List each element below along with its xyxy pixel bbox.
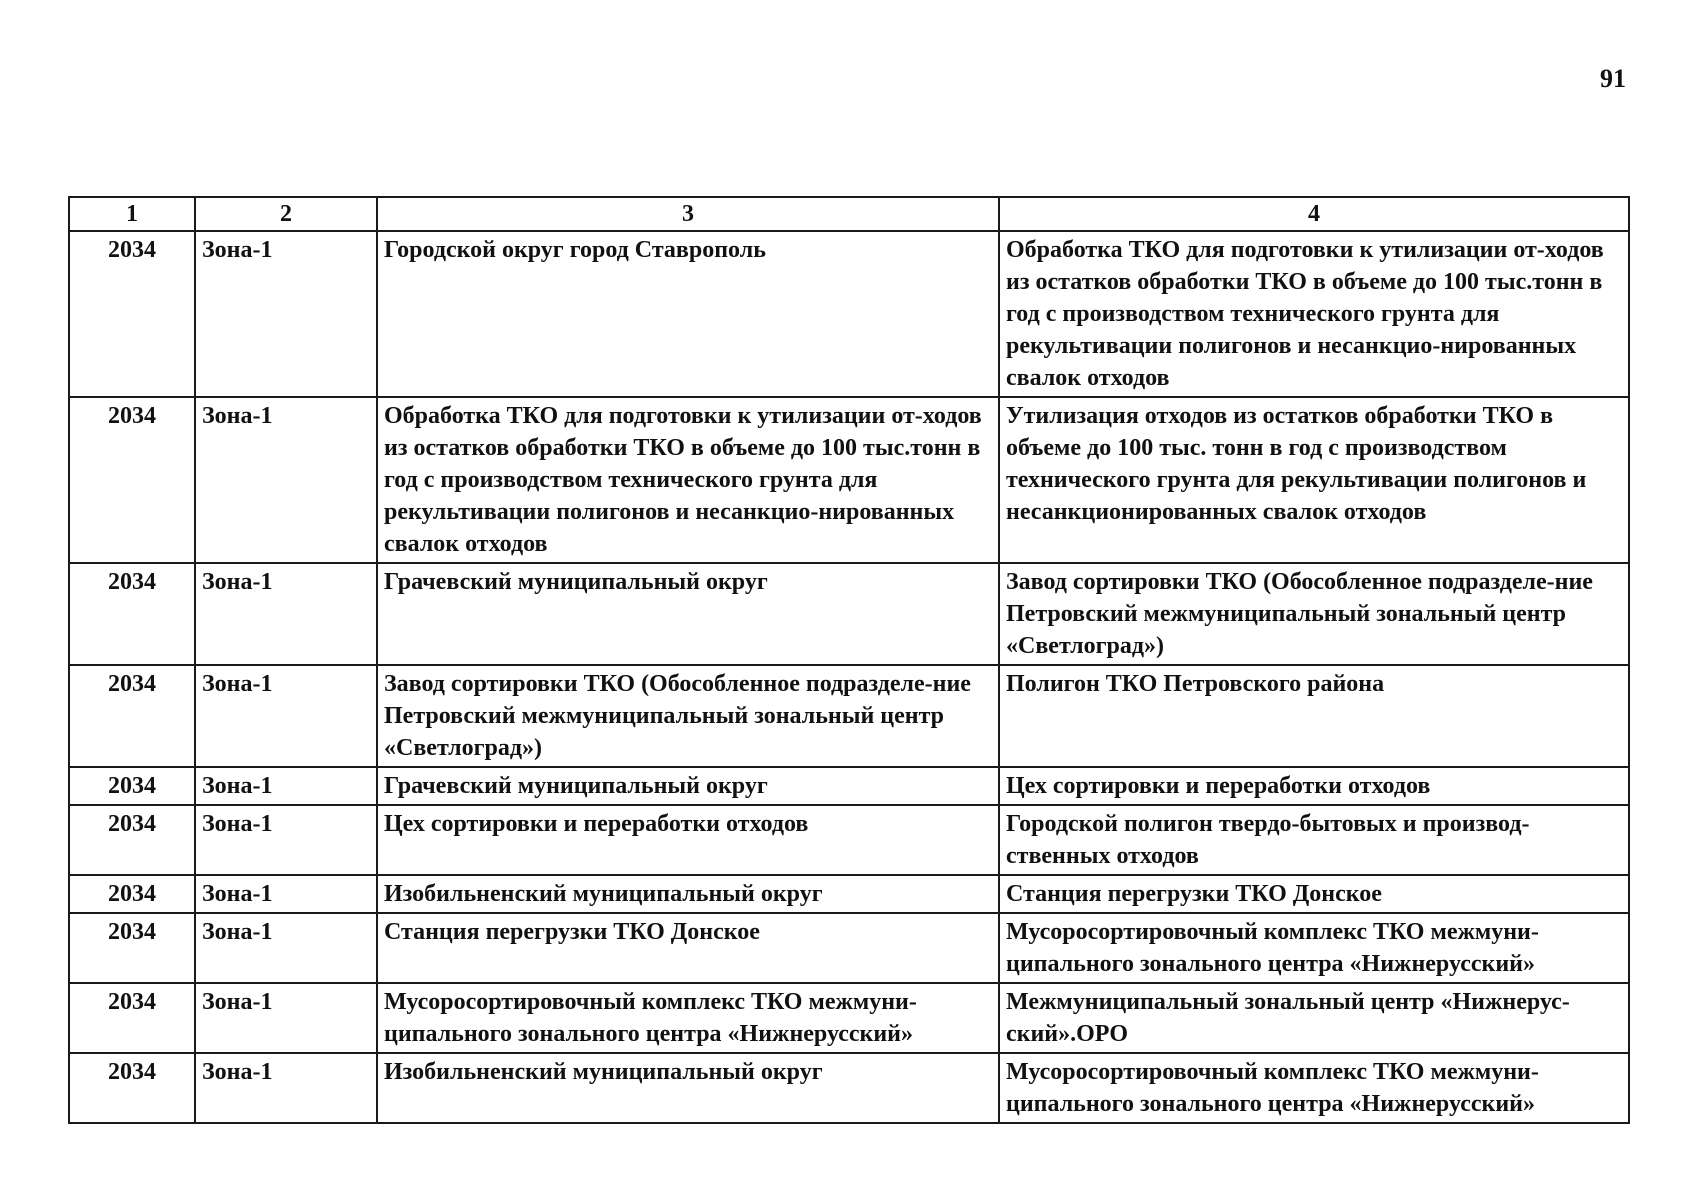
- table-row: [69, 397, 1629, 563]
- year-cell: 2034: [69, 805, 195, 875]
- zone-cell: Зона-1: [195, 913, 377, 983]
- year-cell: 2034: [69, 913, 195, 983]
- table-header-row: [69, 197, 1629, 231]
- year-cell: 2034: [69, 1053, 195, 1123]
- routes-table-container: [68, 196, 1628, 1124]
- column-header-3: 3: [377, 197, 999, 231]
- column-header-1: 1: [69, 197, 195, 231]
- destination-cell: Полигон ТКО Петровского района: [999, 665, 1629, 767]
- table-row: [69, 231, 1629, 397]
- source-cell: Мусоросортировочный комплекс ТКО межмуни-ципального зонального центра «Нижнерусский»: [377, 983, 999, 1053]
- source-cell: Городской округ город Ставрополь: [377, 231, 999, 397]
- table-row: [69, 1053, 1629, 1123]
- destination-cell: Обработка ТКО для подготовки к утилизации от-ходов из остатков обработки ТКО в объеме до 100 тыс.тонн в год с производством технического грунта для рекультивации полигонов и несанкцио-нированных свалок отходов: [999, 231, 1629, 397]
- zone-cell: Зона-1: [195, 563, 377, 665]
- year-cell: 2034: [69, 665, 195, 767]
- source-cell: Завод сортировки ТКО (Обособленное подразделе-ние Петровский межмуниципальный зональный центр «Светлоград»): [377, 665, 999, 767]
- year-cell: 2034: [69, 767, 195, 805]
- destination-cell: Мусоросортировочный комплекс ТКО межмуни-ципального зонального центра «Нижнерусский»: [999, 913, 1629, 983]
- source-cell: Цех сортировки и переработки отходов: [377, 805, 999, 875]
- destination-cell: Городской полигон твердо-бытовых и производ-ственных отходов: [999, 805, 1629, 875]
- zone-cell: Зона-1: [195, 875, 377, 913]
- source-cell: Грачевский муниципальный округ: [377, 767, 999, 805]
- year-cell: 2034: [69, 983, 195, 1053]
- destination-cell: Завод сортировки ТКО (Обособленное подразделе-ние Петровский межмуниципальный зональный центр «Светлоград»): [999, 563, 1629, 665]
- zone-cell: Зона-1: [195, 231, 377, 397]
- source-cell: Грачевский муниципальный округ: [377, 563, 999, 665]
- column-header-4: 4: [999, 197, 1629, 231]
- destination-cell: Станция перегрузки ТКО Донское: [999, 875, 1629, 913]
- routes-table: [68, 196, 1630, 1124]
- destination-cell: Цех сортировки и переработки отходов: [999, 767, 1629, 805]
- zone-cell: Зона-1: [195, 983, 377, 1053]
- table-row: [69, 805, 1629, 875]
- year-cell: 2034: [69, 563, 195, 665]
- table-row: [69, 875, 1629, 913]
- source-cell: Обработка ТКО для подготовки к утилизации от-ходов из остатков обработки ТКО в объеме до 100 тыс.тонн в год с производством технического грунта для рекультивации полигонов и несанкцио-нированных свалок отходов: [377, 397, 999, 563]
- destination-cell: Межмуниципальный зональный центр «Нижнерус-ский».ОРО: [999, 983, 1629, 1053]
- table-row: [69, 983, 1629, 1053]
- year-cell: 2034: [69, 231, 195, 397]
- source-cell: Станция перегрузки ТКО Донское: [377, 913, 999, 983]
- zone-cell: Зона-1: [195, 1053, 377, 1123]
- source-cell: Изобильненский муниципальный округ: [377, 1053, 999, 1123]
- zone-cell: Зона-1: [195, 665, 377, 767]
- zone-cell: Зона-1: [195, 767, 377, 805]
- table-row: [69, 913, 1629, 983]
- table-row: [69, 767, 1629, 805]
- year-cell: 2034: [69, 875, 195, 913]
- zone-cell: Зона-1: [195, 397, 377, 563]
- zone-cell: Зона-1: [195, 805, 377, 875]
- column-header-2: 2: [195, 197, 377, 231]
- page-number: 91: [1600, 64, 1626, 93]
- table-row: [69, 665, 1629, 767]
- destination-cell: Мусоросортировочный комплекс ТКО межмуни-ципального зонального центра «Нижнерусский»: [999, 1053, 1629, 1123]
- year-cell: 2034: [69, 397, 195, 563]
- table-row: [69, 563, 1629, 665]
- source-cell: Изобильненский муниципальный округ: [377, 875, 999, 913]
- destination-cell: Утилизация отходов из остатков обработки ТКО в объеме до 100 тыс. тонн в год с производством технического грунта для рекультивации полигонов и несанкционированных свалок отходов: [999, 397, 1629, 563]
